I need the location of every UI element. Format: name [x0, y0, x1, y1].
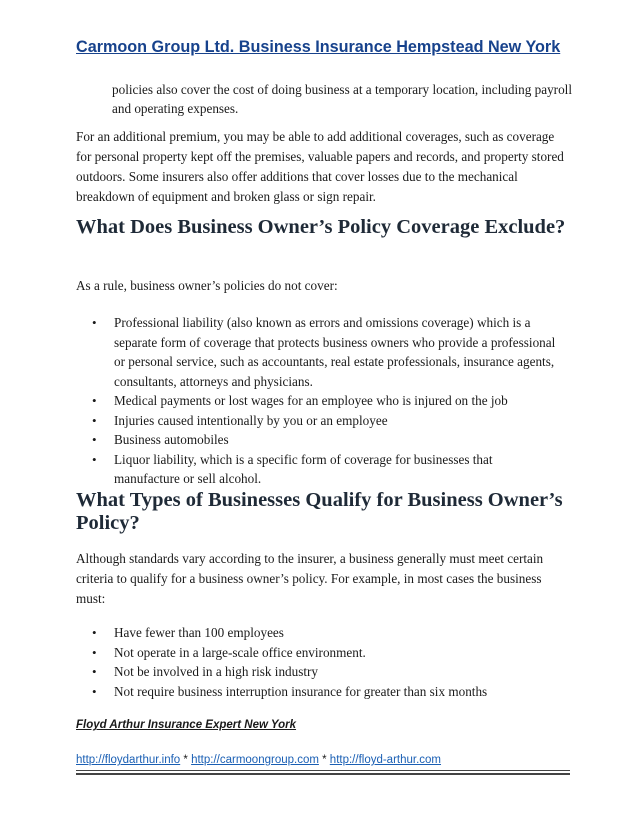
qualify-list	[90, 623, 560, 701]
footer-link-floyd-arthur[interactable]: http://floyd-arthur.com	[329, 754, 442, 766]
footer-author-name: Floyd Arthur Insurance Expert New York	[76, 719, 297, 731]
list-item-text: Professional liability (also known as errors and omissions coverage) which is a separate form of coverage that protects business owners who provide a professional or personal service, such as accountants, real estate professionals, insurance agents, consultants, attorneys and physicians.	[114, 315, 556, 389]
list-item	[90, 313, 560, 391]
exclude-heading: What Does Business Owner’s Policy Coverage Exclude?	[76, 216, 566, 238]
list-item	[90, 430, 560, 450]
bullet-icon: •	[92, 432, 97, 447]
bullet-icon: •	[92, 625, 97, 640]
footer-link-carmoongroup[interactable]: http://carmoongroup.com	[191, 754, 319, 766]
additional-coverage-paragraph: For an additional premium, you may be able to add additional coverages, such as coverage for personal property kept off the premises, valuable papers and records, and property stored outdoors. Some insurers also offer additions that cover losses due to the mechanical breakdown of equipment and broken glass or sign repair.	[76, 129, 564, 204]
footer-divider	[76, 773, 570, 775]
header-title: Carmoon Group Ltd. Business Insurance Hempstead New York	[76, 38, 561, 56]
footer-link-floydarthur[interactable]: http://floydarthur.info	[76, 754, 181, 766]
footer-divider	[76, 770, 570, 771]
qualify-heading: What Types of Businesses Qualify for Business Owner’s Policy?	[76, 489, 563, 534]
footer-links	[76, 754, 570, 766]
list-item	[90, 391, 560, 411]
qualify-intro-paragraph: Although standards vary according to the insurer, a business generally must meet certain criteria to qualify for a business owner’s policy. For example, in most cases the business must:	[76, 551, 544, 606]
exclude-intro-paragraph: As a rule, business owner’s policies do not cover:	[76, 278, 338, 293]
footer-separator: *	[318, 754, 330, 766]
list-item-text: Business automobiles	[114, 432, 229, 447]
list-item-text: Liquor liability, which is a specific form of coverage for businesses that manufacture or sell alcohol.	[114, 451, 493, 486]
continued-paragraph: policies also cover the cost of doing business at a temporary location, including payroll and operating expenses.	[112, 82, 572, 116]
exclude-list	[90, 313, 560, 489]
list-item	[90, 682, 560, 702]
list-item-text: Have fewer than 100 employees	[114, 625, 284, 640]
list-item	[90, 662, 560, 682]
bullet-icon: •	[92, 644, 97, 660]
list-item	[90, 411, 560, 431]
bullet-icon: •	[92, 393, 97, 408]
list-item-text: Not require business interruption insurance for greater than six months	[114, 683, 488, 699]
bullet-icon: •	[92, 451, 97, 467]
list-item	[90, 450, 560, 489]
list-item	[90, 623, 560, 643]
bullet-icon: •	[92, 315, 97, 330]
list-item-text: Medical payments or lost wages for an employee who is injured on the job	[114, 393, 508, 408]
list-item-text: Not operate in a large-scale office environment.	[114, 644, 366, 660]
bullet-icon: •	[92, 412, 97, 428]
bullet-icon: •	[92, 683, 97, 699]
list-item-text: Not be involved in a high risk industry	[114, 664, 319, 679]
list-item-text: Injuries caused intentionally by you or an employee	[114, 412, 388, 428]
bullet-icon: •	[92, 664, 97, 679]
footer-separator: *	[180, 754, 192, 766]
list-item	[90, 643, 560, 663]
